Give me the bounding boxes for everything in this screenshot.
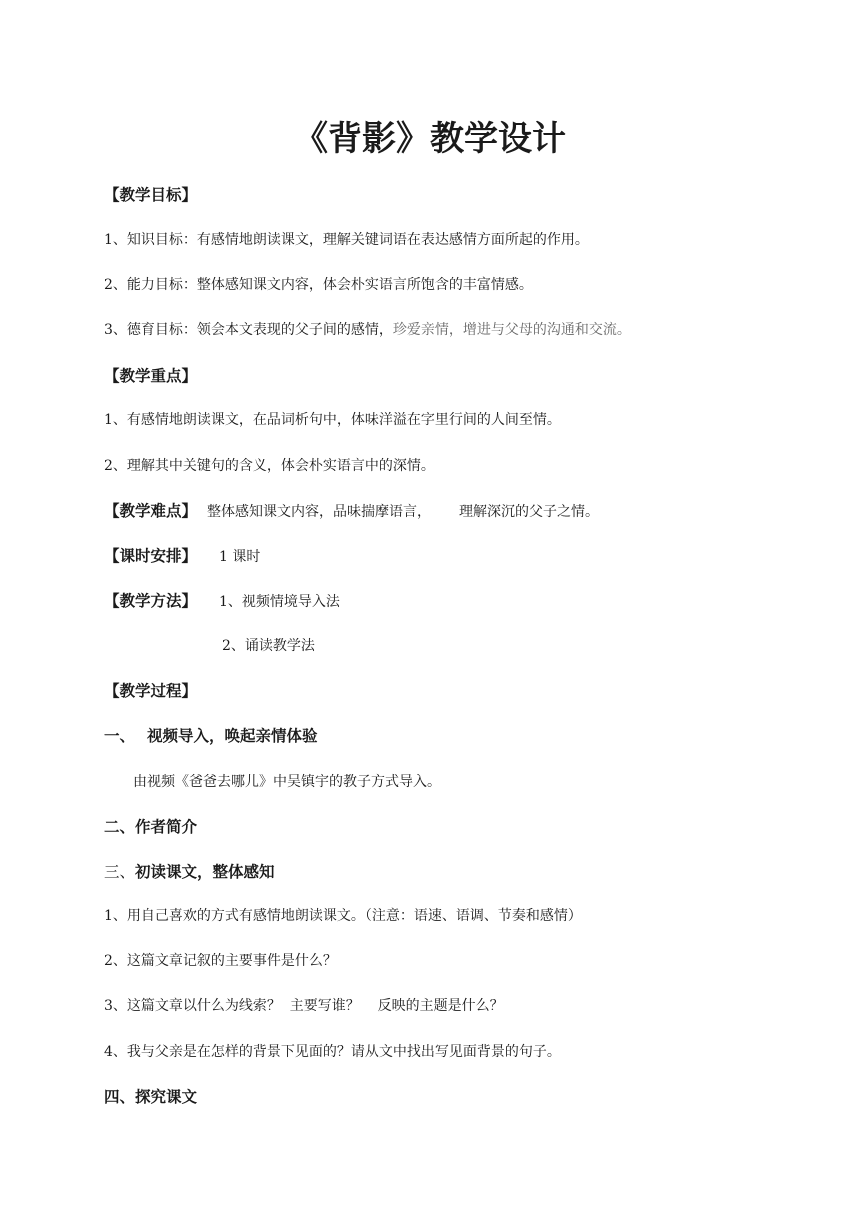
difficulties-text-a: 整体感知课文内容，品味揣摩语言， xyxy=(207,504,432,520)
section-3-item-2: 2、这篇文章记叙的主要事件是什么？ xyxy=(104,953,337,969)
section-2-heading: 二、作者简介 xyxy=(104,818,198,836)
section-3-title: 初读课文，整体感知 xyxy=(135,863,275,881)
section-3-item-4: 4、我与父亲是在怎样的背景下见面的？请从文中找出写见面背景的句子。 xyxy=(104,1044,561,1060)
schedule-row xyxy=(104,545,260,568)
process-heading: 【教学过程】 xyxy=(104,682,198,700)
objective-item-1: 1、知识目标：有感情地朗读课文，理解关键词语在表达感情方面所起的作用。 xyxy=(104,232,589,248)
section-1-title: 视频导入，唤起亲情体验 xyxy=(147,727,318,745)
section-1-heading xyxy=(104,725,318,747)
objective-item-2: 2、能力目标：整体感知课文内容，体会朴实语言所饱含的丰富情感。 xyxy=(104,277,533,293)
methods-heading: 【教学方法】 xyxy=(104,592,198,610)
method-item-2: 2、诵读教学法 xyxy=(222,638,315,654)
schedule-text: 1 课时 xyxy=(219,549,261,565)
objective-item-3-lead: 3、德育目标：领会本文表现的父子间的感情， xyxy=(104,322,393,338)
key-point-item-1: 1、有感情地朗读课文，在品词析句中，体味洋溢在字里行间的人间至情。 xyxy=(104,412,561,428)
methods-row xyxy=(104,590,340,613)
section-3-heading xyxy=(104,861,275,883)
objectives-heading: 【教学目标】 xyxy=(104,186,198,204)
section-1-number: 一、 xyxy=(104,727,136,745)
section-3-item-3: 3、这篇文章以什么为线索？ 主要写谁？ 反映的主题是什么？ xyxy=(104,998,504,1014)
difficulties-row xyxy=(104,500,599,523)
key-points-heading: 【教学重点】 xyxy=(104,367,198,385)
section-3-item-1: 1、用自己喜欢的方式有感情地朗读课文。（注意：语速、语调、节奏和感情） xyxy=(104,908,582,924)
difficulties-heading: 【教学难点】 xyxy=(104,502,198,520)
key-point-item-2: 2、理解其中关键句的含义，体会朴实语言中的深情。 xyxy=(104,458,435,474)
method-item-1: 1、视频情境导入法 xyxy=(219,594,340,610)
document-title: 《背影》教学设计 xyxy=(294,119,566,159)
objective-item-3-tail: 珍爱亲情，增进与父母的沟通和交流。 xyxy=(392,322,631,338)
difficulties-text-b: 理解深沉的父子之情。 xyxy=(459,504,600,520)
section-3-number: 三、 xyxy=(104,863,136,881)
schedule-heading: 【课时安排】 xyxy=(104,547,198,565)
objective-item-3 xyxy=(104,319,631,341)
section-1-text: 由视频《爸爸去哪儿》中吴镇宇的教子方式导入。 xyxy=(133,774,441,790)
section-4-heading: 四、探究课文 xyxy=(104,1088,198,1106)
